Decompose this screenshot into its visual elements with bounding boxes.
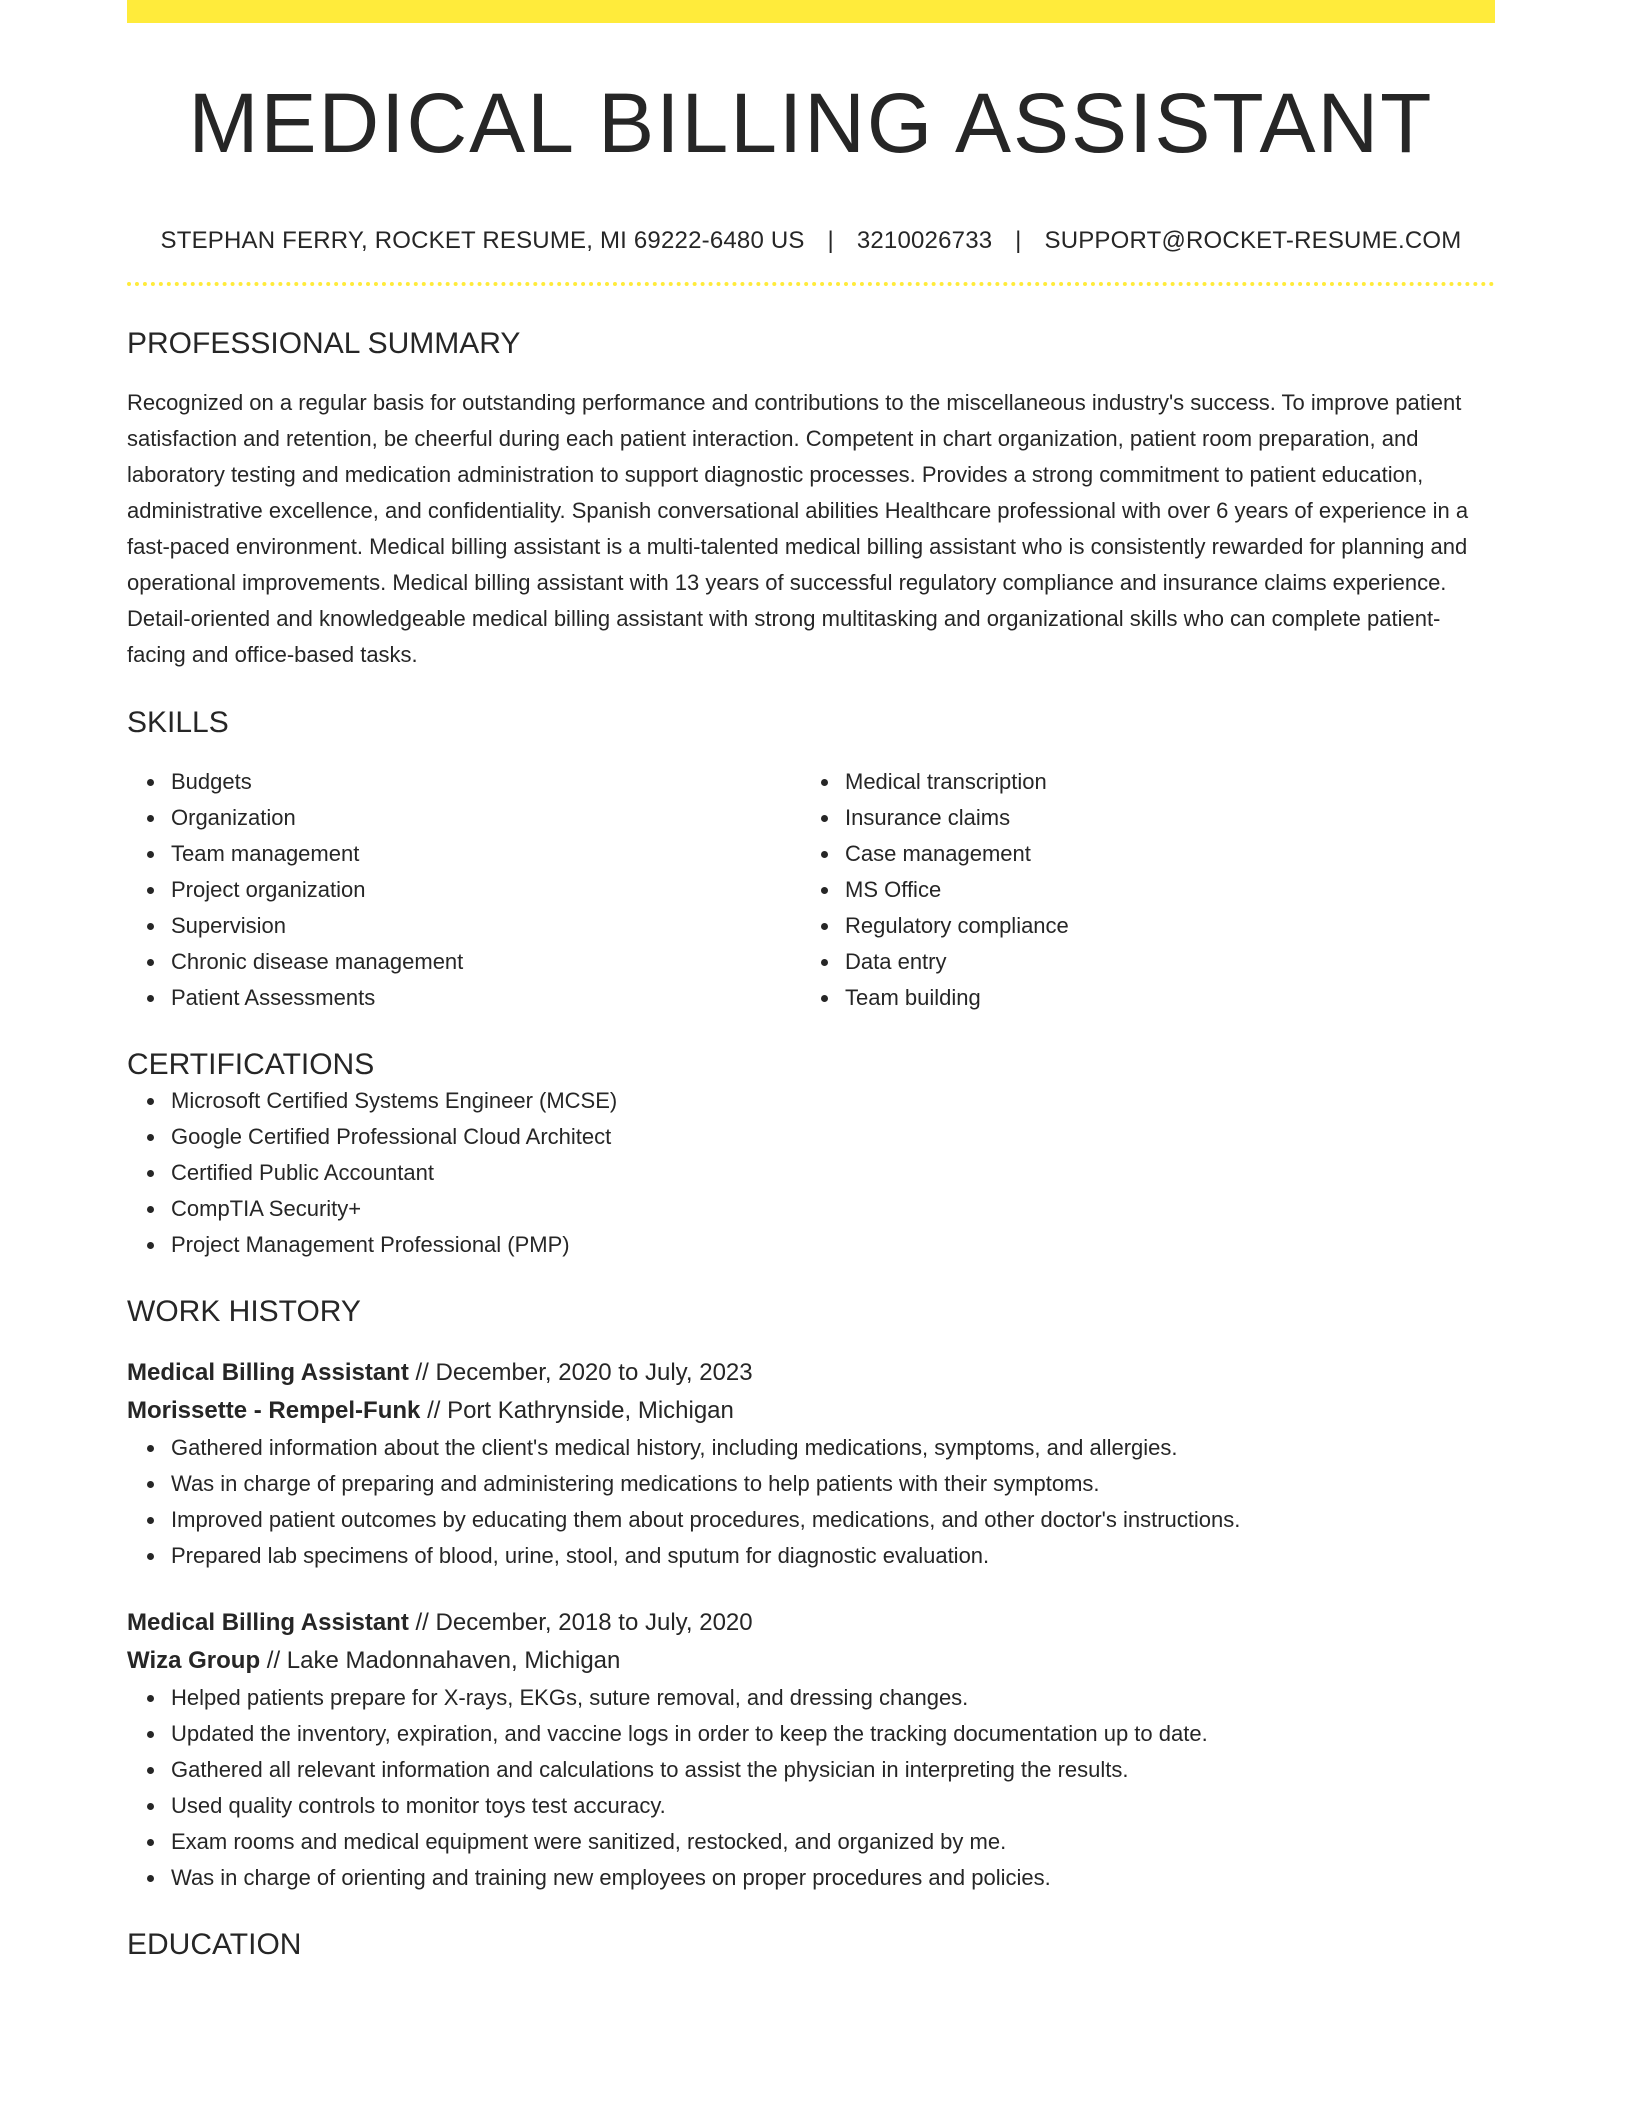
list-item: CompTIA Security+ [171,1191,1495,1227]
list-item: Chronic disease management [171,944,801,980]
certifications-heading: CERTIFICATIONS [127,1048,375,1081]
contact-separator: | [1015,227,1022,254]
contact-separator: | [827,227,834,254]
contact-address: STEPHAN FERRY, ROCKET RESUME, MI 69222-6480 US [160,227,805,254]
list-item: Exam rooms and medical equipment were sanitized, restocked, and organized by me. [171,1824,1495,1860]
job-entry [127,1604,1495,1896]
certifications-list [127,1083,1495,1263]
list-item: Google Certified Professional Cloud Architect [171,1119,1495,1155]
list-item: Medical transcription [845,764,1475,800]
job-location: // Port Kathrynside, Michigan [427,1397,734,1424]
job-company-line [127,1642,1495,1680]
skills-list-left [127,764,801,1016]
job-location: // Lake Madonnahaven, Michigan [266,1647,621,1674]
list-item: Data entry [845,944,1475,980]
list-item: Helped patients prepare for X-rays, EKGs, suture removal, and dressing changes. [171,1680,1495,1716]
summary-heading: PROFESSIONAL SUMMARY [127,327,521,360]
list-item: Gathered all relevant information and calculations to assist the physician in interpreting the results. [171,1752,1495,1788]
job-title-line [127,1604,1495,1642]
skills-column-left [127,764,801,1016]
job-duties-list [127,1680,1495,1896]
list-item: Was in charge of preparing and administering medications to help patients with their symptoms. [171,1466,1495,1502]
list-item: Was in charge of orienting and training new employees on proper procedures and policies. [171,1860,1495,1896]
job-title: Medical Billing Assistant [127,1359,409,1386]
skills-heading: SKILLS [127,706,229,739]
list-item: Team management [171,836,801,872]
accent-top-bar [127,0,1495,23]
list-item: Gathered information about the client's medical history, including medications, symptoms, and allergies. [171,1430,1495,1466]
summary-text: Recognized on a regular basis for outstanding performance and contributions to the miscellaneous industry's success. To improve patient satisfaction and retention, be cheerful during each patient interaction. Competent in chart organization, patient room preparation, and laboratory testing and medication administration to support diagnostic processes. Provides a strong commitment to patient education, administrative excellence, and confidentiality. Spanish conversational abilities Healthcare professional with over 6 years of experience in a fast-paced environment. Medical billing assistant is a multi-talented medical billing assistant who is consistently rewarded for planning and operational improvements. Medical billing assistant with 13 years of successful regulatory compliance and insurance claims experience. Detail-oriented and knowledgeable medical billing assistant with strong multitasking and organizational skills who can complete patient-facing and office-based tasks. [127,390,1469,667]
job-company-line [127,1392,1495,1430]
job-company: Wiza Group [127,1647,261,1674]
list-item: Supervision [171,908,801,944]
list-item: Used quality controls to monitor toys test accuracy. [171,1788,1495,1824]
skills-column-right [801,764,1475,1016]
list-item: Organization [171,800,801,836]
skills-grid [127,764,1495,1016]
list-item: Microsoft Certified Systems Engineer (MCSE) [171,1083,1495,1119]
list-item: Prepared lab specimens of blood, urine, stool, and sputum for diagnostic evaluation. [171,1538,1495,1574]
list-item: MS Office [845,872,1475,908]
job-entry [127,1354,1495,1574]
education-heading: EDUCATION [127,1928,302,1961]
list-item: Improved patient outcomes by educating them about procedures, medications, and other doctor's instructions. [171,1502,1495,1538]
work-history-heading: WORK HISTORY [127,1295,361,1328]
list-item: Project organization [171,872,801,908]
list-item: Project Management Professional (PMP) [171,1227,1495,1263]
list-item: Patient Assessments [171,980,801,1016]
job-dates: // December, 2018 to July, 2020 [415,1609,753,1636]
resume-title: MEDICAL BILLING ASSISTANT [188,76,1434,170]
contact-email: SUPPORT@ROCKET-RESUME.COM [1044,227,1462,254]
job-title-line [127,1354,1495,1392]
dotted-divider [127,282,1495,286]
list-item: Certified Public Accountant [171,1155,1495,1191]
list-item: Team building [845,980,1475,1016]
contact-phone: 3210026733 [856,227,993,254]
list-item: Insurance claims [845,800,1475,836]
job-dates: // December, 2020 to July, 2023 [415,1359,753,1386]
contact-line [127,226,1495,256]
list-item: Budgets [171,764,801,800]
list-item: Updated the inventory, expiration, and vaccine logs in order to keep the tracking documentation up to date. [171,1716,1495,1752]
list-item: Regulatory compliance [845,908,1475,944]
job-company: Morissette - Rempel-Funk [127,1397,421,1424]
job-duties-list [127,1430,1495,1574]
list-item: Case management [845,836,1475,872]
job-title: Medical Billing Assistant [127,1609,409,1636]
resume-page [127,0,1495,1963]
skills-list-right [801,764,1475,1016]
